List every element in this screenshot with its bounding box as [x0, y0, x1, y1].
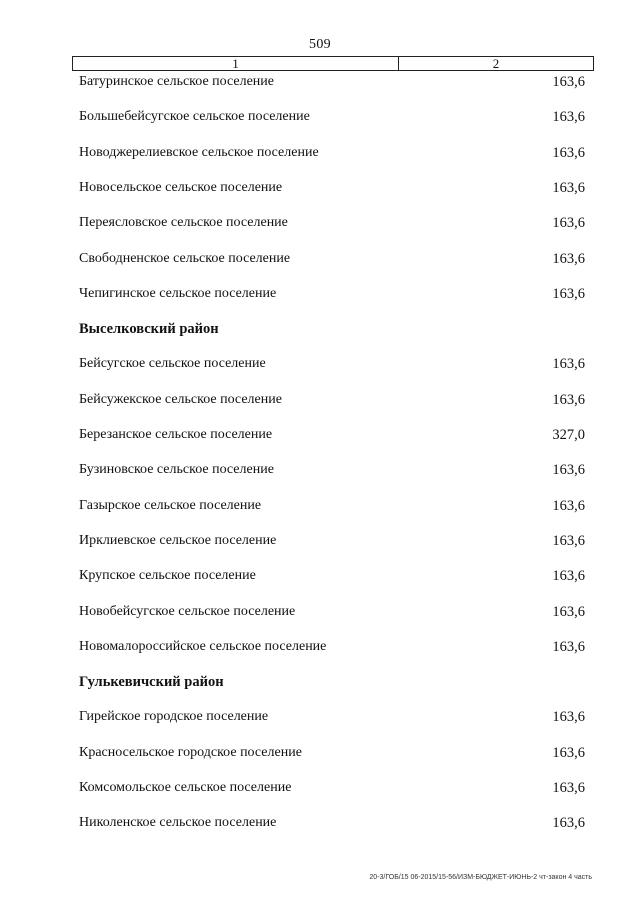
settlement-name: Переясловское сельское поселение [79, 215, 288, 231]
settlement-name: Новоджерелиевское сельское поселение [79, 144, 319, 160]
table-row [0, 498, 640, 518]
amount-value: 163,6 [552, 109, 585, 126]
settlement-name: Бузиновское сельское поселение [79, 462, 274, 478]
amount-value: 163,6 [552, 709, 585, 726]
amount-value: 163,6 [552, 215, 585, 232]
settlement-name: Крупское сельское поселение [79, 568, 256, 584]
settlement-name: Бейсугское сельское поселение [79, 356, 266, 372]
amount-value: 163,6 [552, 638, 585, 655]
table-row [0, 639, 640, 659]
district-name: Гулькевичский район [79, 674, 224, 691]
table-row [0, 815, 640, 835]
table-row [0, 215, 640, 235]
table-row [0, 74, 640, 94]
amount-value: 163,6 [552, 250, 585, 267]
table-row [0, 462, 640, 482]
settlement-name: Свободненское сельское поселение [79, 250, 291, 266]
amount-value: 163,6 [552, 603, 585, 620]
table-row [0, 780, 640, 800]
amount-value: 163,6 [552, 815, 585, 832]
amount-value: 163,6 [552, 780, 585, 796]
header-col-1: 1 [73, 57, 399, 70]
table-header [72, 56, 594, 71]
amount-value: 163,6 [552, 74, 585, 90]
table-row [0, 533, 640, 553]
settlement-name: Комсомольское сельское поселение [79, 780, 292, 795]
footer-reference: 20-3/ГОБ/15 06-2015/15-56/ИЗМ-БЮДЖЕТ-ИЮНЬ-2 чт-закон 4 часть [369, 874, 592, 881]
district-name: Выселковский район [79, 321, 219, 338]
amount-value: 163,6 [552, 144, 585, 161]
table-row [0, 356, 640, 376]
settlement-name: Красносельское городское поселение [79, 744, 302, 760]
table-row [0, 251, 640, 271]
settlement-name: Новомалороссийское сельское поселение [79, 638, 327, 654]
header-col-2: 2 [492, 56, 500, 71]
table-row [0, 109, 640, 129]
table-row [0, 427, 640, 447]
table-row [0, 145, 640, 165]
settlement-name: Новосельское сельское поселение [79, 179, 283, 195]
amount-value: 163,6 [552, 497, 585, 514]
amount-value: 163,6 [552, 744, 585, 761]
table-row [0, 392, 640, 412]
page-number: 509 [309, 37, 331, 52]
amount-value: 327,0 [552, 427, 585, 443]
district-heading [0, 674, 640, 694]
settlement-name: Газырское сельское поселение [79, 497, 262, 513]
amount-value: 163,6 [552, 179, 585, 196]
table-row [0, 286, 640, 306]
settlement-name: Ирклиевское сельское поселение [79, 532, 277, 548]
district-heading [0, 321, 640, 341]
table-row [0, 604, 640, 624]
amount-value: 163,6 [552, 356, 585, 373]
amount-value: 163,6 [552, 568, 585, 585]
amount-value: 163,6 [552, 532, 585, 549]
table-row [0, 180, 640, 200]
settlement-name: Гирейское городское поселение [79, 709, 269, 725]
settlement-name: Бейсужекское сельское поселение [79, 391, 282, 407]
settlement-name: Батуринское сельское поселение [79, 74, 274, 89]
table-row [0, 745, 640, 765]
settlement-name: Березанское сельское поселение [79, 427, 273, 442]
amount-value: 163,6 [552, 391, 585, 408]
table-row [0, 568, 640, 588]
amount-value: 163,6 [552, 285, 585, 302]
table-row [0, 709, 640, 729]
settlement-name: Большебейсугское сельское поселение [79, 109, 310, 125]
settlement-name: Новобейсугское сельское поселение [79, 603, 296, 619]
settlement-name: Чепигинское сельское поселение [79, 285, 277, 301]
amount-value: 163,6 [552, 462, 585, 479]
settlement-name: Николенское сельское поселение [79, 815, 277, 831]
